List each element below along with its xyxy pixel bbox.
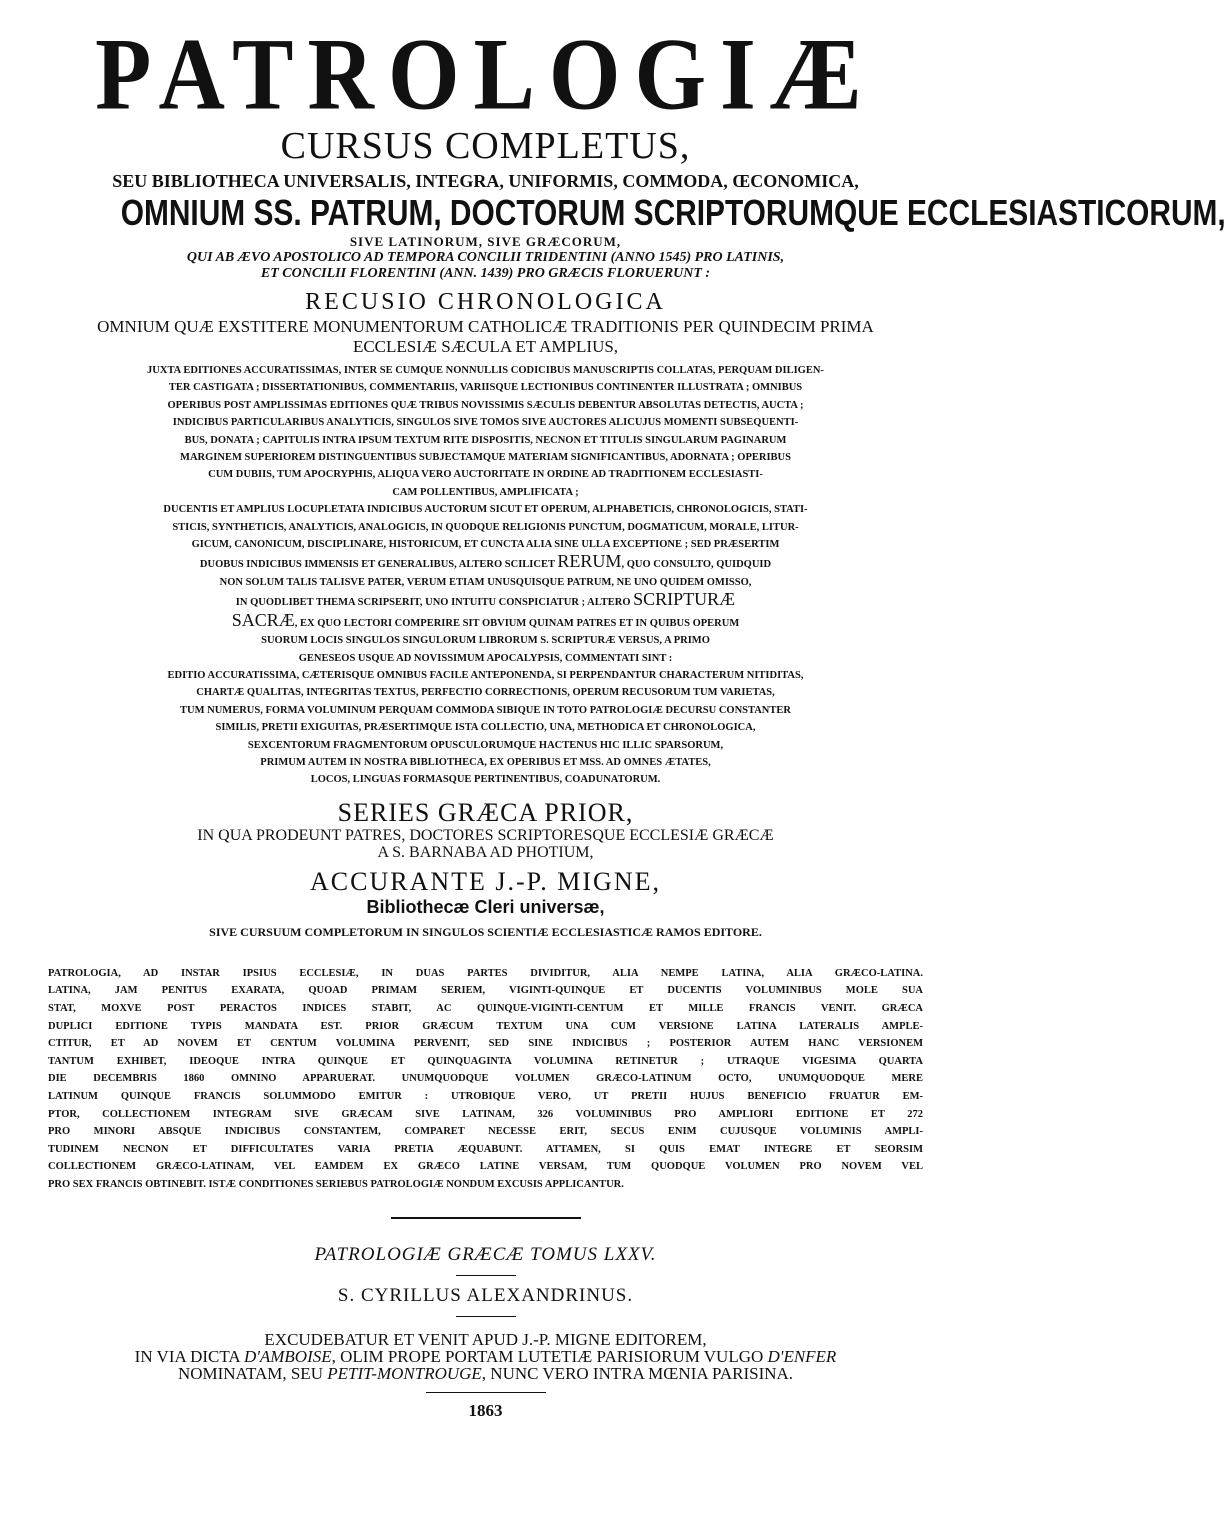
ducentis-paragraph: [46, 501, 925, 789]
notice-line: CTITUR, ET AD NOVEM ET CENTUM VOLUMINA PERVENIT, SED SINE INDICIBUS ; POSTERIOR AUTEM HANC VERSIONEM: [48, 1038, 923, 1050]
editor-name: ACCURANTE J.-P. MIGNE,: [310, 866, 661, 896]
notice-line: DUPLICI EDITIONE TYPIS MANDATA EST. PRIOR GRÆCUM TEXTUM UNA CUM VERSIONE LATINA LATERALIS AMPLE-: [48, 1020, 923, 1032]
rerum-word: RERUM: [557, 551, 622, 572]
ducentis-line: [52, 553, 919, 573]
notice-line: PTOR, COLLECTIONEM INTEGRAM SIVE GRÆCAM SIVE LATINAM, 326 VOLUMINIBUS PRO AMPLIORI EDITIONE ET 272: [48, 1108, 923, 1120]
ducentis-line: SIMILIS, PRETII EXIGUITAS, PRÆSERTIMQUE ISTA COLLECTIO, UNA, METHODICA ET CHRONOLOGICA,: [215, 722, 756, 734]
imprint-line: [46, 1348, 925, 1365]
ducentis-line: LOCOS, LINGUAS FORMASQUE PERTINENTIBUS, COADUNATORUM.: [310, 774, 661, 786]
ducentis-line: NON SOLUM TALIS TALISVE PATER, VERUM ETIAM UNUSQUISQUE PATRUM, NE UNO QUIDEM OMISSO,: [219, 576, 752, 588]
editor-description: SIVE CURSUUM COMPLETORUM IN SINGULOS SCIENTIÆ ECCLESIASTICÆ RAMOS EDITORE.: [209, 924, 762, 939]
qui-ab-aevo-line-1: QUI AB ÆVO APOSTOLICO AD TEMPORA CONCILII TRIDENTINI (ANNO 1545) PRO LATINIS,: [186, 250, 785, 265]
notice-line: TANTUM EXHIBET, IDEOQUE INTRA QUINQUE ET QUINQUAGINTA VOLUMINA RETINETUR ; UTRAQUE VIGESIMA QUARTA: [48, 1055, 923, 1067]
juxta-line: JUXTA EDITIONES ACCURATISSIMAS, INTER SE CUMQUE NONNULLIS CODICIBUS MANUSCRIPTIS COLLATAS, PERQUAM DILIGEN-: [147, 365, 824, 376]
imprint: [46, 1331, 925, 1382]
ducentis-line: [52, 591, 919, 611]
publisher-notice: [46, 965, 925, 1194]
juxta-line: TER CASTIGATA ; DISSERTATIONIBUS, COMMENTARIIS, VARIISQUE LECTIONIBUS CONTINENTER ILLUSTRATA ; OMNIBUS: [168, 382, 803, 394]
series-subtitle-2: A S. BARNABA AD PHOTIUM,: [377, 843, 594, 861]
ducentis-line: GICUM, CANONICUM, DISCIPLINARE, HISTORICUM, ET CUNCTA ALIA SINE ULLA EXCEPTIONE ; SED PRÆSERTIM: [191, 539, 780, 551]
divider: [456, 1316, 516, 1317]
notice-line: LATINUM QUINQUE FRANCIS SOLUMMODO EMITUR : UTROBIQUE VERO, UT PRETII HUJUS BENEFICIO FRUATUR EM-: [48, 1090, 923, 1102]
notice-line: STAT, MOXVE POST PERACTOS INDICES STABIT, AC QUINQUE-VIGINTI-CENTUM ET MILLE FRANCIS VENIT. GRÆCA: [48, 1002, 923, 1014]
series-subtitle-1: IN QUA PRODEUNT PATRES, DOCTORES SCRIPTORESQUE ECCLESIÆ GRÆCÆ: [197, 826, 774, 844]
juxta-line: BUS, DONATA ; CAPITULIS INTRA IPSUM TEXTUM RITE DISPOSITIS, NECNON ET TITULIS SINGULARUM PAGINARUM: [184, 434, 787, 446]
imprint-text: , NUNC VERO INTRA MŒNIA PARISINA.: [481, 1364, 794, 1384]
recusio-chronologica: RECUSIO CHRONOLOGICA: [305, 289, 666, 315]
subtitle: CURSUS COMPLETUS,: [280, 125, 691, 167]
notice-line: TUDINEM NECNON ET DIFFICULTATES VARIA PRETIA ÆQUABUNT. ATTAMEN, SI QUIS EMAT INTEGRE ET SEORSIM: [48, 1143, 923, 1155]
juxta-line: CAM POLLENTIBUS, AMPLIFICATA ;: [392, 486, 579, 498]
latinorum-graecorum-line: SIVE LATINORUM, SIVE GRÆCORUM,: [349, 234, 622, 249]
ducentis-text: DUOBUS INDICIBUS IMMENSIS ET GENERALIBUS, ALTERO SCILICET: [199, 559, 555, 571]
omnium-patrum-line: OMNIUM SS. PATRUM, DOCTORUM SCRIPTORUMQUE ECCLESIASTICORUM,: [120, 192, 1226, 233]
divider: [456, 1275, 516, 1276]
ducentis-line: SEXCENTORUM FRAGMENTORUM OPUSCULORUMQUE HACTENUS HIC ILLIC SPARSORUM,: [247, 739, 724, 751]
divider: [391, 1217, 581, 1219]
ducentis-line: PRIMUM AUTEM IN NOSTRA BIBLIOTHECA, EX OPERIBUS ET MSS. AD OMNES ÆTATES,: [260, 756, 711, 768]
notice-line: LATINA, JAM PENITUS EXARATA, QUOAD PRIMAM SERIEM, VIGINTI-QUINQUE ET DUCENTIS VOLUMINIBUS MOLE SUA: [48, 985, 923, 997]
notice-line: DIE DECEMBRIS 1860 OMNINO APPARUERAT. UNUMQUODQUE VOLUMEN GRÆCO-LATINUM OCTO, UNUMQUODQUE MERE: [48, 1073, 923, 1085]
omnium-quae-line-2: ECCLESIÆ SÆCULA ET AMPLIUS,: [352, 337, 619, 356]
juxta-line: INDICIBUS PARTICULARIBUS ANALYTICIS, SINGULOS SIVE TOMOS SIVE AUCTORES ALICUJUS MOMENTI SUBSEQUENTI-: [172, 417, 799, 429]
ducentis-line: TUM NUMERUS, FORMA VOLUMINUM PERQUAM COMMODA SIBIQUE IN TOTO PATROLOGIÆ DECURSU CONSTANTER: [180, 704, 791, 716]
ducentis-line: STICIS, SYNTHETICIS, ANALYTICIS, ANALOGICIS, IN QUODQUE RELIGIONIS PUNCTUM, DOGMATICUM, MORALE, LITUR-: [172, 521, 799, 533]
ducentis-line: SUORUM LOCIS SINGULOS SINGULORUM LIBRORUM S. SCRIPTURÆ VERSUS, A PRIMO: [261, 635, 710, 647]
ducentis-line: CHARTÆ QUALITAS, INTEGRITAS TEXTUS, PERFECTIO CORRECTIONIS, OPERUM RECUSORUM TUM VARIETAS,: [196, 687, 775, 699]
ducentis-text: , EX QUO LECTORI COMPERIRE SIT OBVIUM QUINAM PATRES ET IN QUIBUS OPERUM: [294, 617, 740, 629]
ducentis-text: IN QUODLIBET THEMA SCRIPSERIT, UNO INTUITU CONSPICIATUR ; ALTERO: [235, 597, 631, 609]
imprint-italic: D'ENFER: [767, 1347, 837, 1367]
ducentis-line: DUCENTIS ET AMPLIUS LOCUPLETATA INDICIBUS AUCTORUM SICUT ET OPERUM, ALPHABETICIS, CHRONOLOGICIS, STATI-: [163, 504, 808, 516]
publication-year: 1863: [468, 1401, 503, 1421]
scripturae-word: SCRIPTURÆ: [633, 589, 736, 610]
imprint-text: NOMINATAM, SEU: [177, 1364, 328, 1384]
omnium-quae-line-1: OMNIUM QUÆ EXSTITERE MONUMENTORUM CATHOLICÆ TRADITIONIS PER QUINDECIM PRIMA: [97, 317, 874, 336]
notice-line: PRO SEX FRANCIS OBTINEBIT. ISTÆ CONDITIONES SERIEBUS PATROLOGIÆ NONDUM EXCUSIS APPLICANTUR.: [48, 1178, 624, 1190]
imprint-text: , OLIM PROPE PORTAM LUTETIÆ PARISIORUM VULGO: [331, 1347, 768, 1367]
imprint-text: IN VIA DICTA: [134, 1347, 244, 1367]
divider: [426, 1392, 546, 1393]
volume-author: S. CYRILLUS ALEXANDRINUS.: [337, 1285, 634, 1307]
imprint-italic: PETIT-MONTROUGE: [327, 1364, 482, 1384]
imprint-italic: D'AMBOISE: [243, 1347, 332, 1367]
series-title: SERIES GRÆCA PRIOR,: [337, 797, 634, 827]
bibliotheca-line: SEU BIBLIOTHECA UNIVERSALIS, INTEGRA, UNIFORMIS, COMMODA, ŒCONOMICA,: [112, 171, 859, 191]
main-title: PATROLOGIÆ: [95, 16, 876, 132]
imprint-line: [46, 1365, 925, 1382]
sacrae-word: SACRÆ: [231, 609, 295, 630]
editor-affiliation: Bibliothecæ Cleri universæ,: [366, 896, 605, 917]
ducentis-line: GENESEOS USQUE AD NOVISSIMUM APOCALYPSIS, COMMENTATI SINT :: [298, 652, 673, 664]
ducentis-text: , QUO CONSULTO, QUIDQUID: [621, 559, 772, 571]
juxta-line: OPERIBUS POST AMPLISSIMAS EDITIONES QUÆ TRIBUS NOVISSIMIS SÆCULIS DEBENTUR ABSOLUTAS DETECTIS, AUCTA ;: [167, 399, 804, 411]
volume-title: PATROLOGIÆ GRÆCÆ TOMUS LXXV.: [314, 1244, 657, 1266]
notice-line: PRO MINORI ABSQUE INDICIBUS CONSTANTEM, COMPARET NECESSE ERIT, SECUS ENIM CUJUSQUE VOLUMINIS AMPLI-: [48, 1126, 923, 1138]
notice-line: PATROLOGIA, AD INSTAR IPSIUS ECCLESIÆ, IN DUAS PARTES DIVIDITUR, ALIA NEMPE LATINA, ALIA GRÆCO-LATINA.: [48, 967, 923, 979]
ducentis-line: EDITIO ACCURATISSIMA, CÆTERISQUE OMNIBUS FACILE ANTEPONENDA, SI PERPENDANTUR CHARACTERUM NITIDITAS,: [167, 669, 804, 681]
qui-ab-aevo-line-2: ET CONCILII FLORENTINI (ANN. 1439) PRO GRÆCIS FLORUERUNT :: [260, 266, 711, 281]
imprint-line: EXCUDEBATUR ET VENIT APUD J.-P. MIGNE EDITOREM,: [264, 1330, 707, 1350]
ducentis-line: [52, 609, 919, 632]
juxta-line: CUM DUBIIS, TUM APOCRYPHIS, ALIQUA VERO AUCTORITATE IN ORDINE AD TRADITIONEM ECCLESIASTI-: [208, 469, 763, 481]
juxta-line: MARGINEM SUPERIOREM DISTINGUENTIBUS SUBJECTAMQUE MATERIAM SIGNIFICANTIBUS, ADORNATA ; OPERIBUS: [180, 452, 791, 464]
juxta-paragraph: [46, 362, 925, 501]
notice-line: COLLECTIONEM GRÆCO-LATINAM, VEL EAMDEM EX GRÆCO LATINE VERSAM, TUM QUODQUE VOLUMEN PRO NOVEM VEL: [48, 1161, 923, 1173]
